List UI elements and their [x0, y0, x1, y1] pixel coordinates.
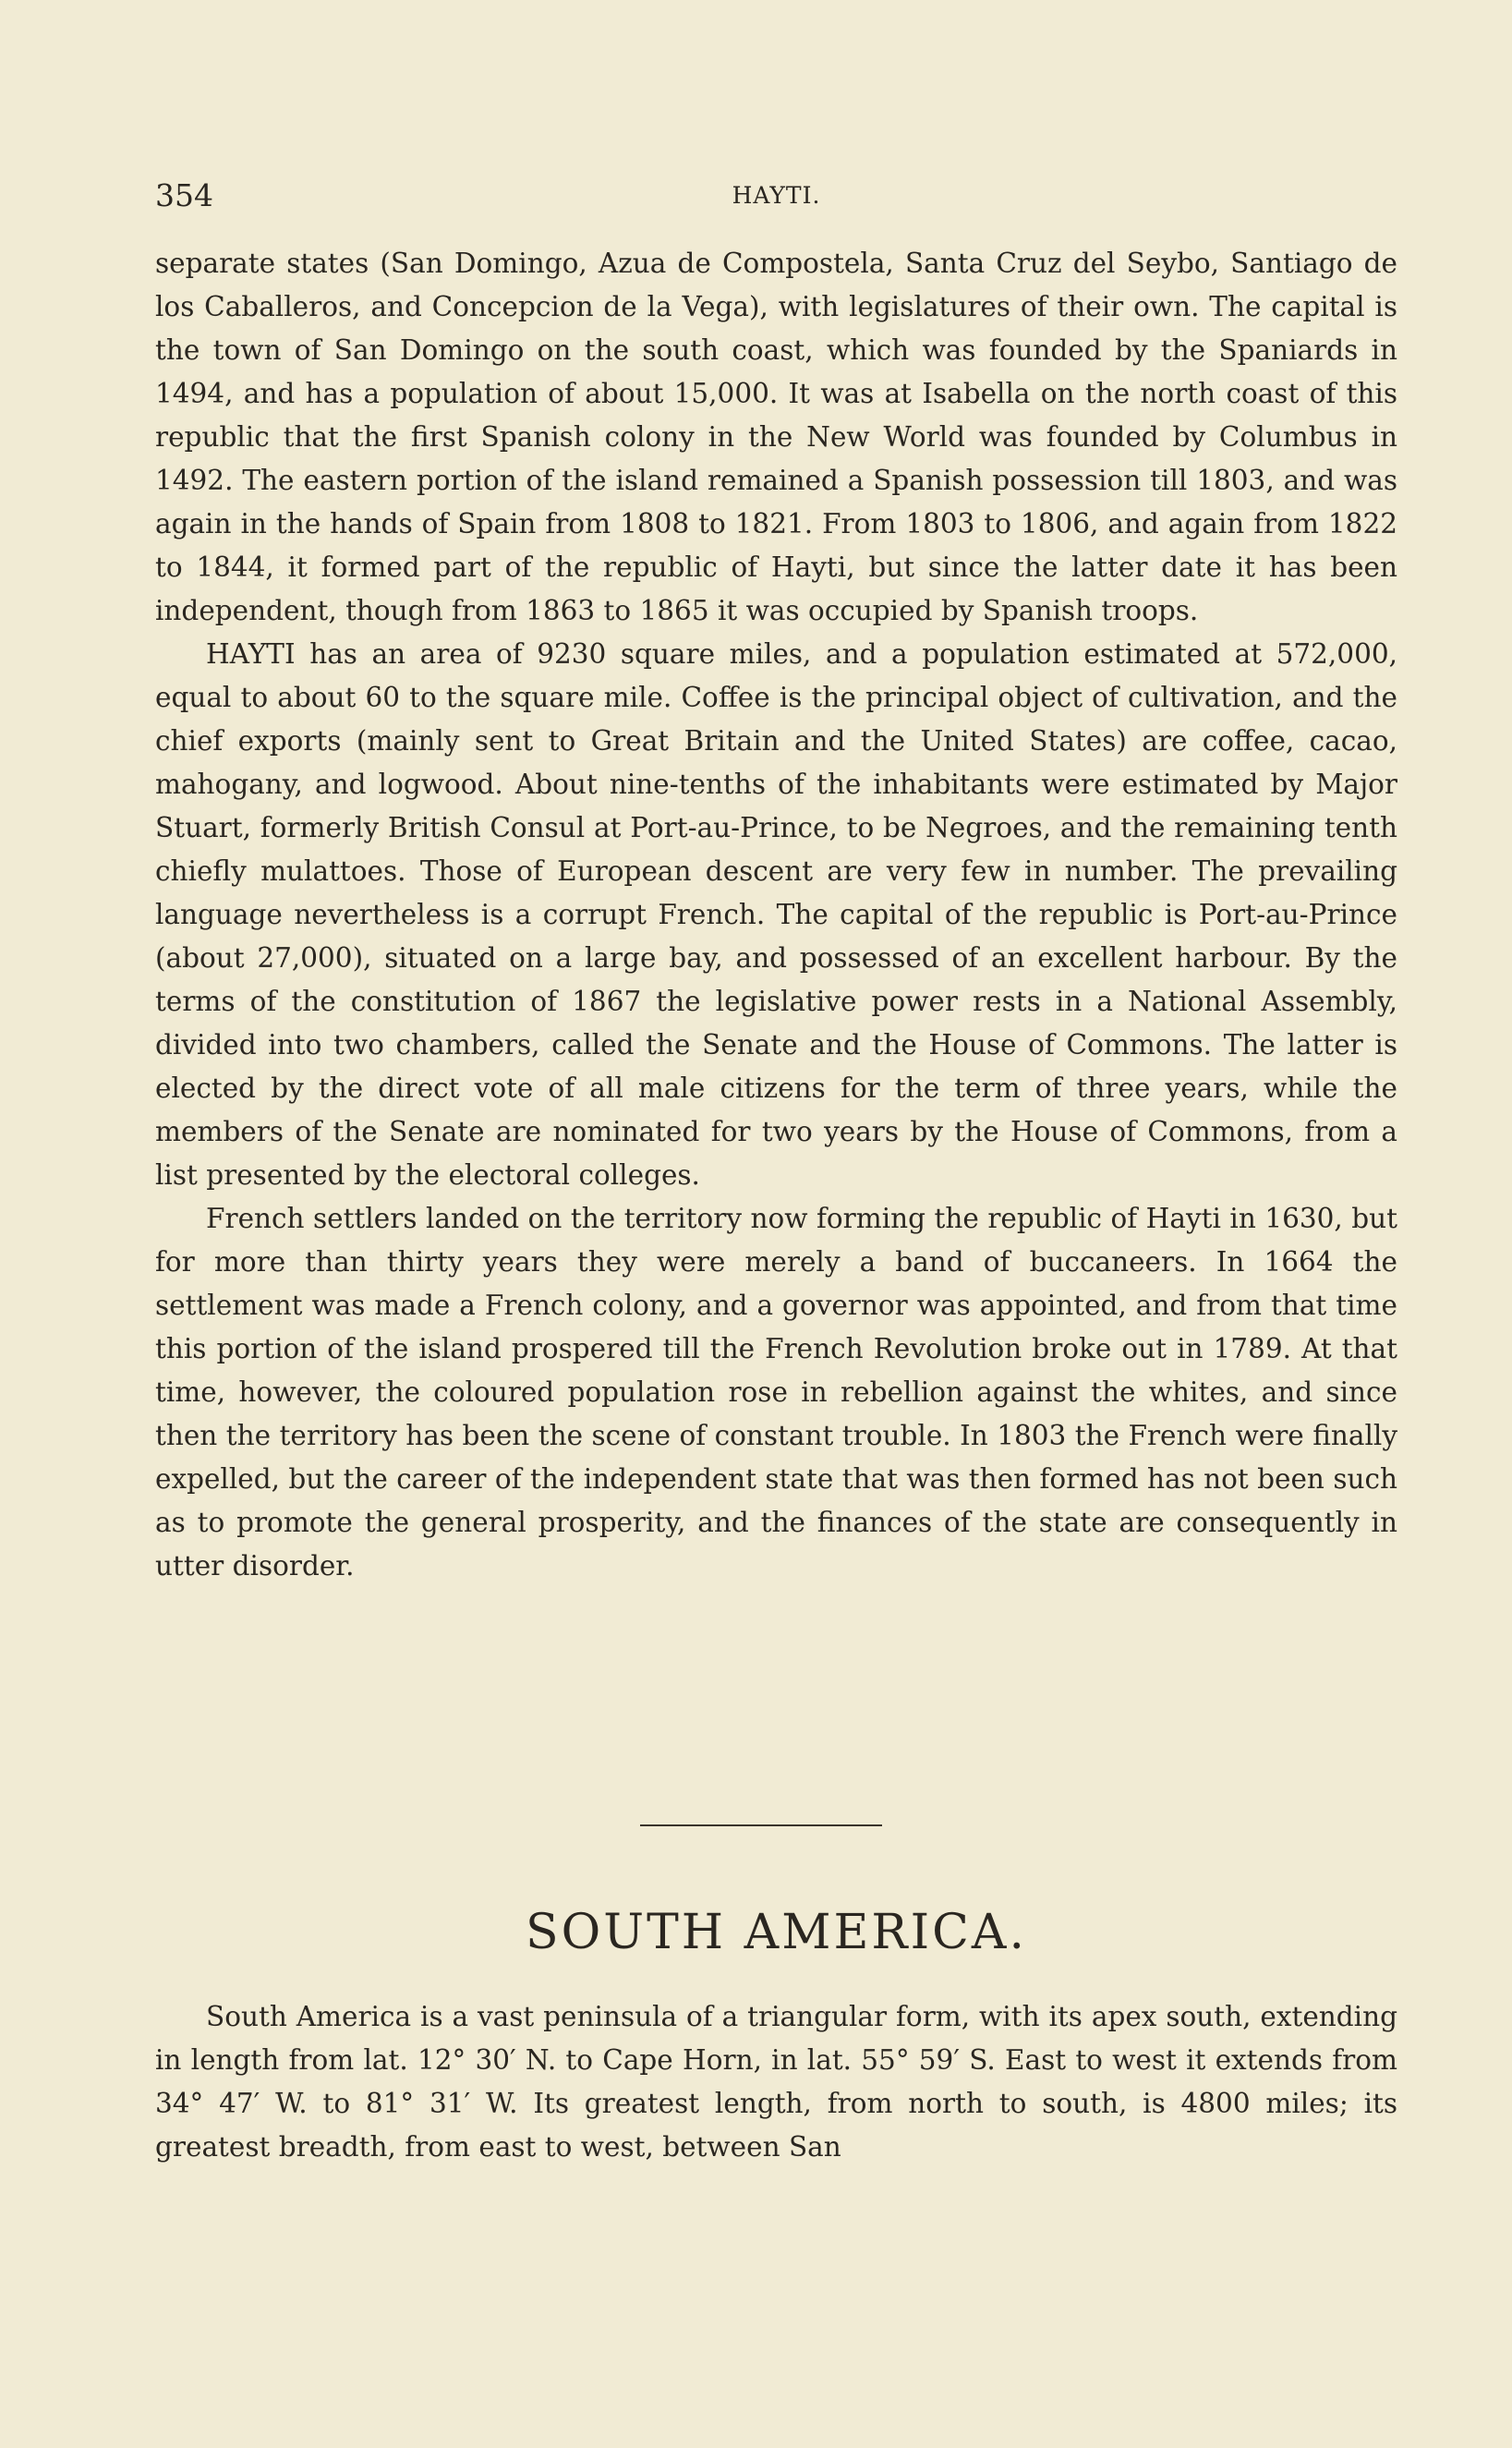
paragraph-hayti-overview: HAYTI has an area of 9230 square miles, and a population estimated at 572,000, equal to about 60 to the square mile. Coffee is the principal object of cultivation, and the chief exports (mainly sent to Great Britain and the United States) are coffee, cacao, mahogany, and logwood. About nine-tenths of the inhabitants were estimated by Major Stuart, formerly British Consul at Port-au-Prince, to be Negroes, and the remaining tenth chiefly mulattoes. Those of European descent are very few in number. The prevailing language nevertheless is a corrupt French. The capital of the republic is Port-au-Prince (about 27,000), situated on a large bay, and possessed of an excellent harbour. By the terms of the constitution of 1867 the legislative power rests in a National Assembly, divided into two chambers, called the Senate and the House of Commons. The latter is elected by the direct vote of all male citizens for the term of three years, while the members of the Senate are nominated for two years by the House of Commons, from a list presented by the electoral colleges.	[155, 638, 1397, 1191]
south-america-text-block	[155, 1995, 1397, 2169]
section-divider-rule	[640, 1824, 882, 1826]
section-heading: SOUTH AMERICA.	[526, 1905, 1027, 1960]
paragraph-hayti-history: French settlers landed on the territory now forming the republic of Hayti in 1630, but for more than thirty years they were merely a band of buccaneers. In 1664 the settlement was made a French colony, and a governor was appointed, and from that time this portion of the island prospered till the French Revolution broke out in 1789. At that time, however, the coloured population rose in rebellion against the whites, and since then the territory has been the scene of constant trouble. In 1803 the French were finally expelled, but the career of the independent state that was then formed has not been such as to promote the general prosperity, and the finances of the state are consequently in utter disorder.	[155, 1203, 1397, 1582]
running-title: HAYTI.	[732, 182, 821, 209]
running-header	[155, 177, 1397, 214]
page-number: 354	[155, 177, 213, 213]
paragraph-south-america-intro: South America is a vast peninsula of a triangular form, with its apex south, extending in length from lat. 12° 30′ N. to Cape Horn, in lat. 55° 59′ S. East to west it extends from 34° 47′ W. to 81° 31′ W. Its greatest length, from north to south, is 4800 miles; its greatest breadth, from east to west, between San	[155, 2001, 1397, 2163]
paragraph-dominican-states: separate states (San Domingo, Azua de Compostela, Santa Cruz del Seybo, Santiago de los Caballeros, and Concepcion de la Vega), with legislatures of their own. The capital is the town of San Domingo on the south coast, which was founded by the Spaniards in 1494, and has a population of about 15,000. It was at Isabella on the north coast of this republic that the first Spanish colony in the New World was founded by Columbus in 1492. The eastern portion of the island remained a Spanish possession till 1803, and was again in the hands of Spain from 1808 to 1821. From 1803 to 1806, and again from 1822 to 1844, it formed part of the republic of Hayti, but since the latter date it has been independent, though from 1863 to 1865 it was occupied by Spanish troops.	[155, 248, 1397, 626]
hayti-text-block	[155, 242, 1397, 1588]
